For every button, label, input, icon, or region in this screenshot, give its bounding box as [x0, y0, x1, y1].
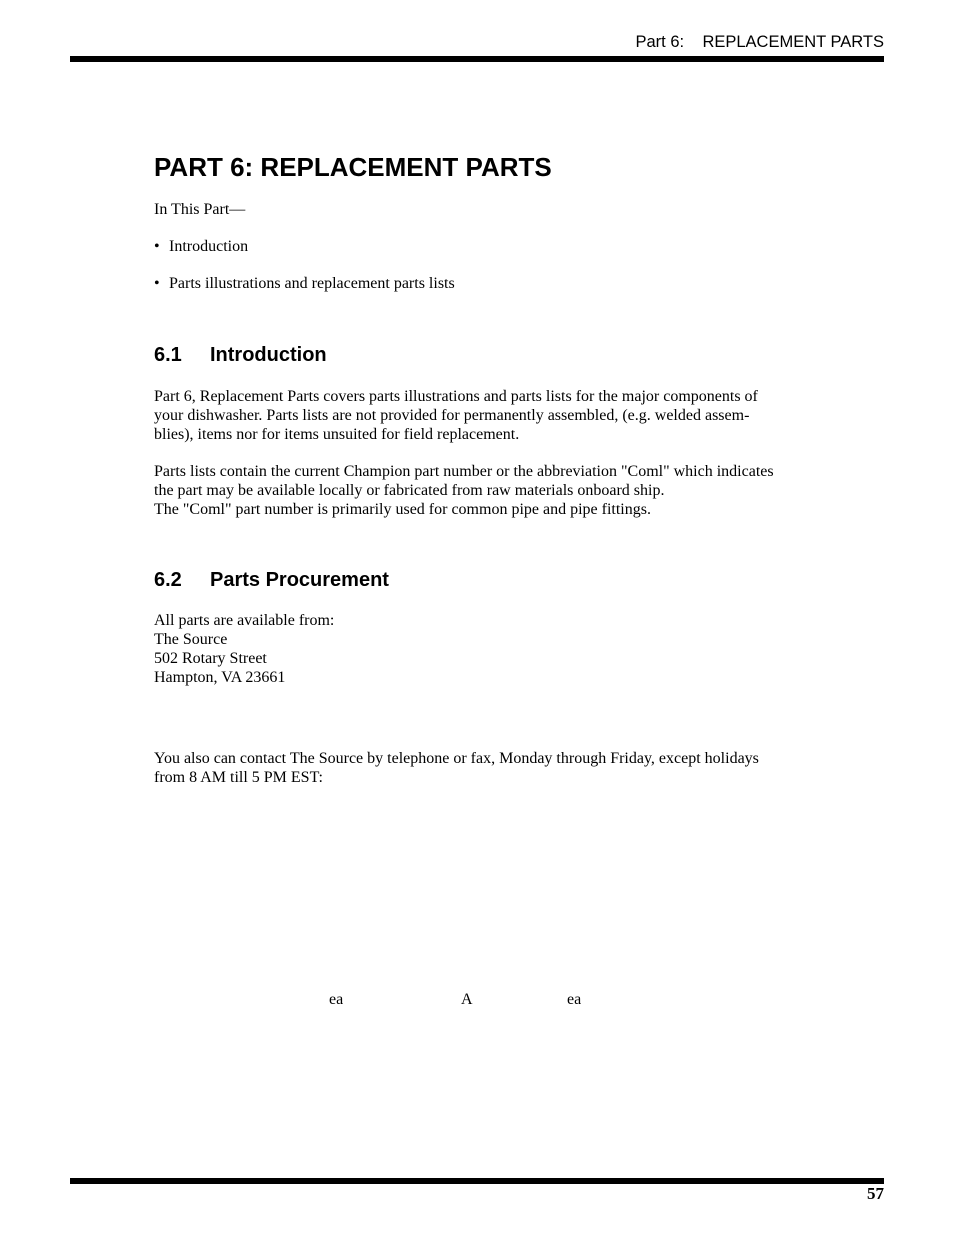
paragraph-line: You also can contact The Source by telephone or fax, Monday through Friday, except holidays	[154, 750, 759, 767]
text-fragment: ea	[567, 991, 582, 1008]
address-line: The Source	[154, 631, 228, 648]
bullet-icon: •	[154, 275, 160, 292]
paragraph-line: The "Coml" part number is primarily used for common pipe and pipe fittings.	[154, 501, 651, 518]
list-item-text: Introduction	[169, 238, 249, 255]
in-this-part-label: In This Part—	[154, 201, 246, 218]
paragraph-line: blies), items nor for items unsuited for field replacement.	[154, 426, 520, 443]
list-item	[154, 237, 248, 256]
paragraph-line: the part may be available locally or fabricated from raw materials onboard ship.	[154, 482, 665, 499]
address-line: All parts are available from:	[154, 612, 335, 629]
list-item-text: Parts illustrations and replacement parts lists	[169, 275, 455, 292]
contact-paragraph	[154, 749, 834, 787]
paragraph-line: your dishwasher. Parts lists are not provided for permanently assembled, (e.g. welded assem-	[154, 407, 750, 424]
section-number: 6.1	[154, 344, 182, 366]
paragraph-line: from 8 AM till 5 PM EST:	[154, 769, 323, 786]
text-fragment: A	[461, 991, 473, 1008]
section-title: Introduction	[210, 344, 327, 366]
text-fragment: ea	[329, 991, 344, 1008]
address-line: 502 Rotary Street	[154, 650, 267, 667]
paragraph-line: Parts lists contain the current Champion part number or the abbreviation "Coml" which indicates	[154, 463, 774, 480]
section-number: 6.2	[154, 569, 182, 591]
page-title: PART 6: REPLACEMENT PARTS	[154, 152, 552, 182]
list-item	[154, 274, 455, 293]
section-title: Parts Procurement	[210, 569, 389, 591]
address-line: Hampton, VA 23661	[154, 669, 286, 686]
supplier-address	[154, 611, 334, 687]
paragraph-line: Part 6, Replacement Parts covers parts illustrations and parts lists for the major components of	[154, 388, 758, 405]
intro-paragraph	[154, 387, 834, 444]
footer-rule	[70, 1178, 884, 1184]
section-heading-introduction	[154, 344, 327, 367]
header-rule	[70, 56, 884, 62]
section-heading-parts-procurement	[154, 569, 389, 592]
parts-lists-paragraph	[154, 462, 834, 519]
running-header: Part 6: REPLACEMENT PARTS	[635, 33, 884, 51]
bullet-icon: •	[154, 238, 160, 255]
page-number: 57	[867, 1184, 884, 1203]
